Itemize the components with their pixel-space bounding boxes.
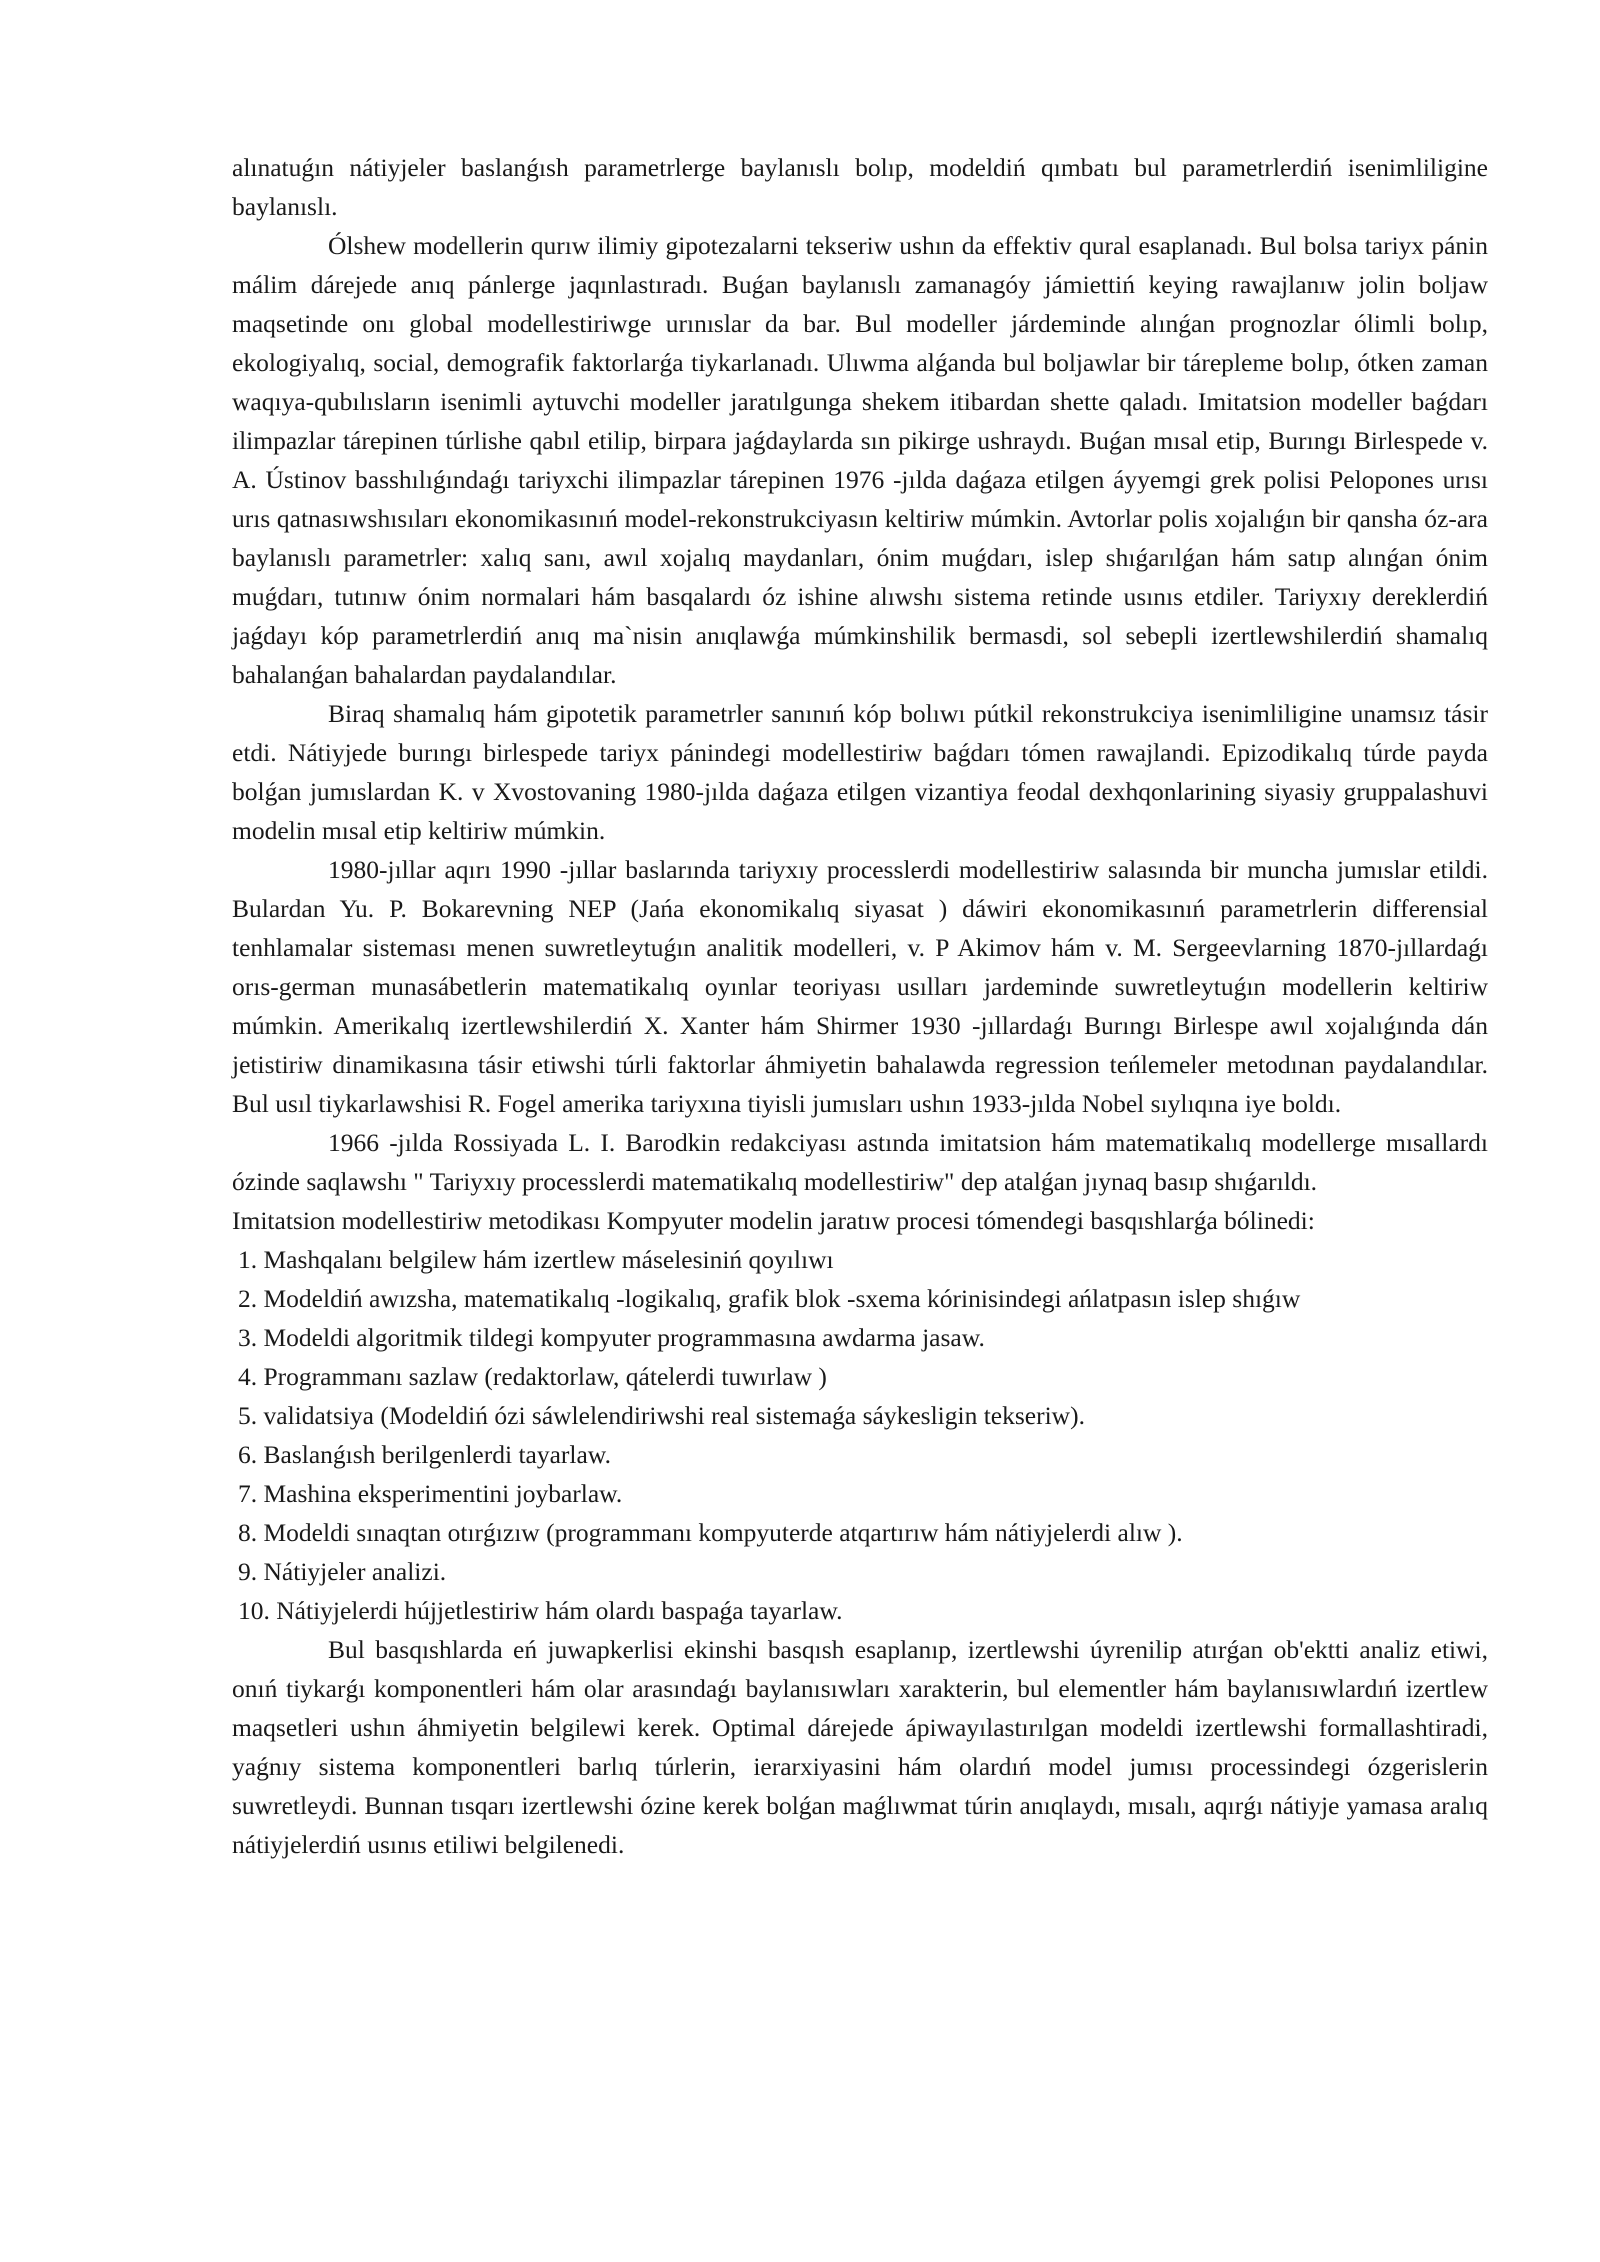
paragraph-5: 1966 -jılda Rossiyada L. I. Barodkin redakciyası astında imitatsion hám matematikalıq modellerge mısallardı ózinde saqlawshı " Tariyxıy processlerdi matematikalıq modellestiriw" dep atalǵan jıynaq basıp shıǵarıldı.: [232, 1128, 1488, 1196]
list-item: 6. Baslanǵısh berilgenlerdi tayarlaw.: [238, 1440, 611, 1469]
paragraph-1: alınatuǵın nátiyjeler baslanǵısh parametrlerge baylanıslı bolıp, modeldiń qımbatı bul parametrlerdiń isenimliligine baylanıslı.: [232, 153, 1488, 221]
document-page: [232, 148, 1488, 1864]
list-item: 8. Modeldi sınaqtan otırǵızıw (programmanı kompyuterde atqartırıw hám nátiyjelerdi alıw ).: [238, 1518, 1183, 1547]
paragraph-6: Imitatsion modellestiriw metodikası Kompyuter modelin jaratıw procesi tómendegi basqıshlarǵa bólinedi:: [232, 1206, 1315, 1235]
list-item: 5. validatsiya (Modeldiń ózi sáwlelendiriwshi real sistemaǵa sáykesligin tekseriw).: [238, 1401, 1085, 1430]
list-item: 1. Mashqalanı belgilew hám izertlew máselesiniń qoyılıwı: [238, 1245, 834, 1274]
paragraph-7: Bul basqıshlarda eń juwapkerlisi ekinshi basqısh esaplanıp, izertlewshi úyrenilip atırǵan ob'ektti analiz etiwi, onıń tiykarǵı komponentleri hám olar arasındaǵı baylanısıwları xarakterin, bul elementler hám baylanısıwlardıń izertlew maqsetleri ushın áhmiyetin belgilewi kerek. Optimal dárejede ápiwayılastırılgan modeldi izertlewshi formallashtiradi, yaǵnıy sistema komponentleri barlıq túrlerin, ierarxiyasini hám olardıń model jumısı processindegi ózgerislerin suwretleydi. Bunnan tısqarı izertlewshi ózine kerek bolǵan maǵlıwmat túrin anıqlaydı, mısalı, aqırǵı nátiyje yamasa aralıq nátiyjelerdiń usınıs etiliwi belgilenedi.: [232, 1635, 1488, 1859]
paragraph-3: Biraq shamalıq hám gipotetik parametrler sanınıń kóp bolıwı pútkil rekonstrukciya isenimliligine unamsız tásir etdi. Nátiyjede burıngı birlespede tariyx pánindegi modellestiriw baǵdarı tómen rawajlandi. Epizodikalıq túrde payda bolǵan jumıslardan K. v Xvostovaning 1980-jılda daǵaza etilgen vizantiya feodal dexhqonlarining siyasiy gruppalashuvi modelin mısal etip keltiriw múmkin.: [232, 699, 1488, 845]
list-item: 2. Modeldiń awızsha, matematikalıq -logikalıq, grafik blok -sxema kórinisindegi ańlatpasın islep shıǵıw: [238, 1284, 1301, 1313]
list-item: 3. Modeldi algoritmik tildegi kompyuter programmasına awdarma jasaw.: [238, 1323, 985, 1352]
list-item: 4. Programmanı sazlaw (redaktorlaw, qátelerdi tuwırlaw ): [238, 1362, 827, 1391]
list-item: 10. Nátiyjelerdi hújjetlestiriw hám olardı baspaǵa tayarlaw.: [238, 1596, 843, 1625]
paragraph-2: Ólshew modellerin qurıw ilimiy gipotezalarni tekseriw ushın da effektiv qural esaplanadı. Bul bolsa tariyx pánin málim dárejede anıq pánlerge jaqınlastıradı. Buǵan baylanıslı zamanagóy jámiettiń keying rawajlanıw jolin boljaw maqsetinde onı global modellestiriwge urınıslar da bar. Bul modeller járdeminde alınǵan prognozlar ólimli bolıp, ekologiyalıq, social, demografik faktorlarǵa tiykarlanadı. Ulıwma alǵanda bul boljawlar bir tárepleme bolıp, ótken zaman waqıya-qubılısların isenimli aytuvchi modeller jaratılgunga shekem itibardan shette qaladı. Imitatsion modeller baǵdarı ilimpazlar tárepinen túrlishe qabıl etilip, birpara jaǵdaylarda sın pikirge ushraydı. Buǵan mısal etip, Burıngı Birlespede v. A. Ústinov basshılıǵındaǵı tariyxchi ilimpazlar tárepinen 1976 -jılda daǵaza etilgen áyyemgi grek polisi Pelopones urısı urıs qatnasıwshısıları ekonomikasınıń model-rekonstrukciyasın keltiriw múmkin. Avtorlar polis xojalıǵın bir qansha óz-ara baylanıslı parametrler: xalıq sanı, awıl xojalıq maydanları, ónim muǵdarı, islep shıǵarılǵan hám satıp alınǵan ónim muǵdarı, tutınıw ónim normalari hám basqalardı óz ishine alıwshı sistema retinde usınıs etdiler. Tariyxıy dereklerdiń jaǵdayı kóp parametrlerdiń anıq ma`nisin anıqlawǵa múmkinshilik bermasdi, sol sebepli izertlewshilerdiń shamalıq bahalanǵan bahalardan paydalandılar.: [232, 231, 1488, 689]
list-item: 7. Mashina eksperimentini joybarlaw.: [238, 1479, 623, 1508]
steps-list: [232, 1240, 1488, 1630]
list-item: 9. Nátiyjeler analizi.: [238, 1557, 447, 1586]
paragraph-4: 1980-jıllar aqırı 1990 -jıllar baslarında tariyxıy processlerdi modellestiriw salasında bir muncha jumıslar etildi. Bulardan Yu. P. Bokarevning NEP (Jańa ekonomikalıq siyasat ) dáwiri ekonomikasınıń parametrlerin differensial tenhlamalar sisteması menen suwretleytuǵın analitik modelleri, v. P Akimov hám v. M. Sergeevlarning 1870-jıllardaǵı orıs-german munasábetlerin matematikalıq oyınlar teoriyası usılları jardeminde suwretleytuǵın modellerin keltiriw múmkin. Amerikalıq izertlewshilerdiń X. Xanter hám Shirmer 1930 -jıllardaǵı Burıngı Birlespe awıl xojalıǵında dán jetistiriw dinamikasına tásir etiwshi túrli faktorlar áhmiyetin bahalawda regression teńlemeler metodınan paydalandılar. Bul usıl tiykarlawshisi R. Fogel amerika tariyxına tiyisli jumısları ushın 1933-jılda Nobel sıylıqına iye boldı.: [232, 855, 1488, 1118]
